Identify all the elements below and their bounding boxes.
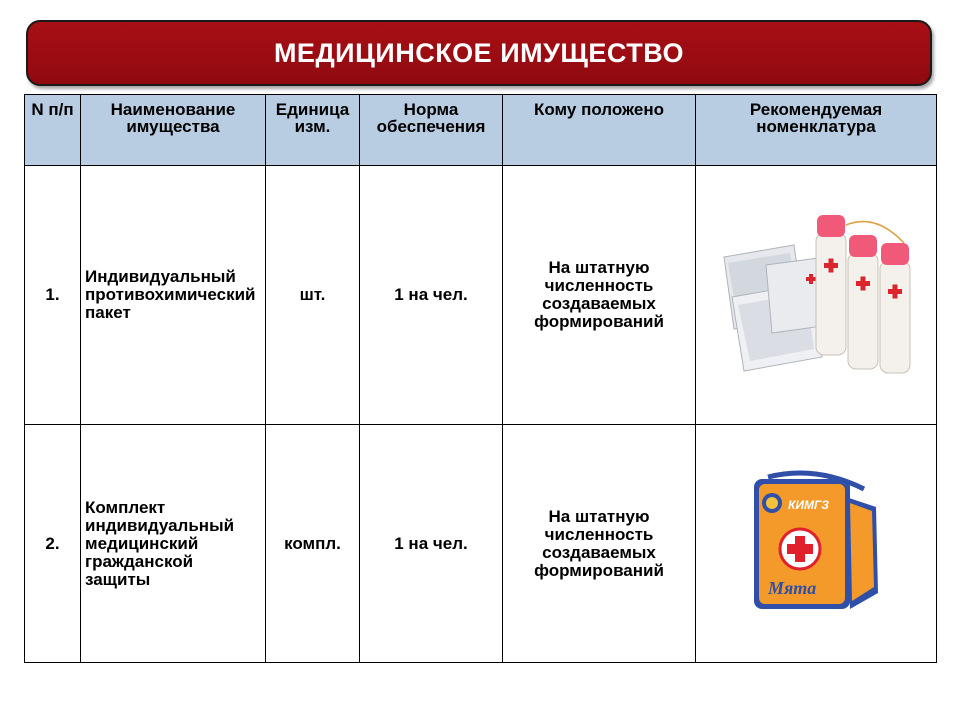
row-num: 1. <box>25 166 81 425</box>
table-row <box>25 166 937 425</box>
chemical-protection-packet-image <box>716 205 916 385</box>
row-name: Комплект индивидуальный медицинский гражданской защиты <box>81 425 266 663</box>
bag-label: КИМГЗ <box>788 497 829 512</box>
row-norm: 1 на чел. <box>360 425 503 663</box>
table-header-row <box>25 95 937 166</box>
row-image-cell <box>696 166 937 425</box>
title-banner <box>26 20 932 86</box>
header-num: N п/п <box>25 95 81 166</box>
row-whom: На штатную численность создаваемых формирований <box>503 425 696 663</box>
row-norm: 1 на чел. <box>360 166 503 425</box>
red-cross-icon <box>780 529 820 569</box>
row-unit: шт. <box>266 166 360 425</box>
page-title: МЕДИЦИНСКОЕ ИМУЩЕСТВО <box>273 37 685 68</box>
header-whom: Кому положено <box>503 95 696 166</box>
medical-kit-bag-image <box>746 469 886 619</box>
row-num: 2. <box>25 425 81 663</box>
property-table <box>24 94 937 663</box>
bag-brand: Мята <box>768 577 817 598</box>
row-image-cell <box>696 425 937 663</box>
emblem-icon <box>762 493 782 513</box>
canister-icon <box>816 215 846 355</box>
row-unit: компл. <box>266 425 360 663</box>
canister-icon <box>848 235 878 369</box>
header-norm: Норма обеспечения <box>360 95 503 166</box>
header-unit: Единица изм. <box>266 95 360 166</box>
header-name: Наименование имущества <box>81 95 266 166</box>
row-whom: На штатную численность создаваемых формирований <box>503 166 696 425</box>
canister-icon <box>880 243 910 373</box>
row-name: Индивидуальный противохимический пакет <box>81 166 266 425</box>
table-row <box>25 425 937 663</box>
header-nomenclature: Рекомендуемая номенклатура <box>696 95 937 166</box>
